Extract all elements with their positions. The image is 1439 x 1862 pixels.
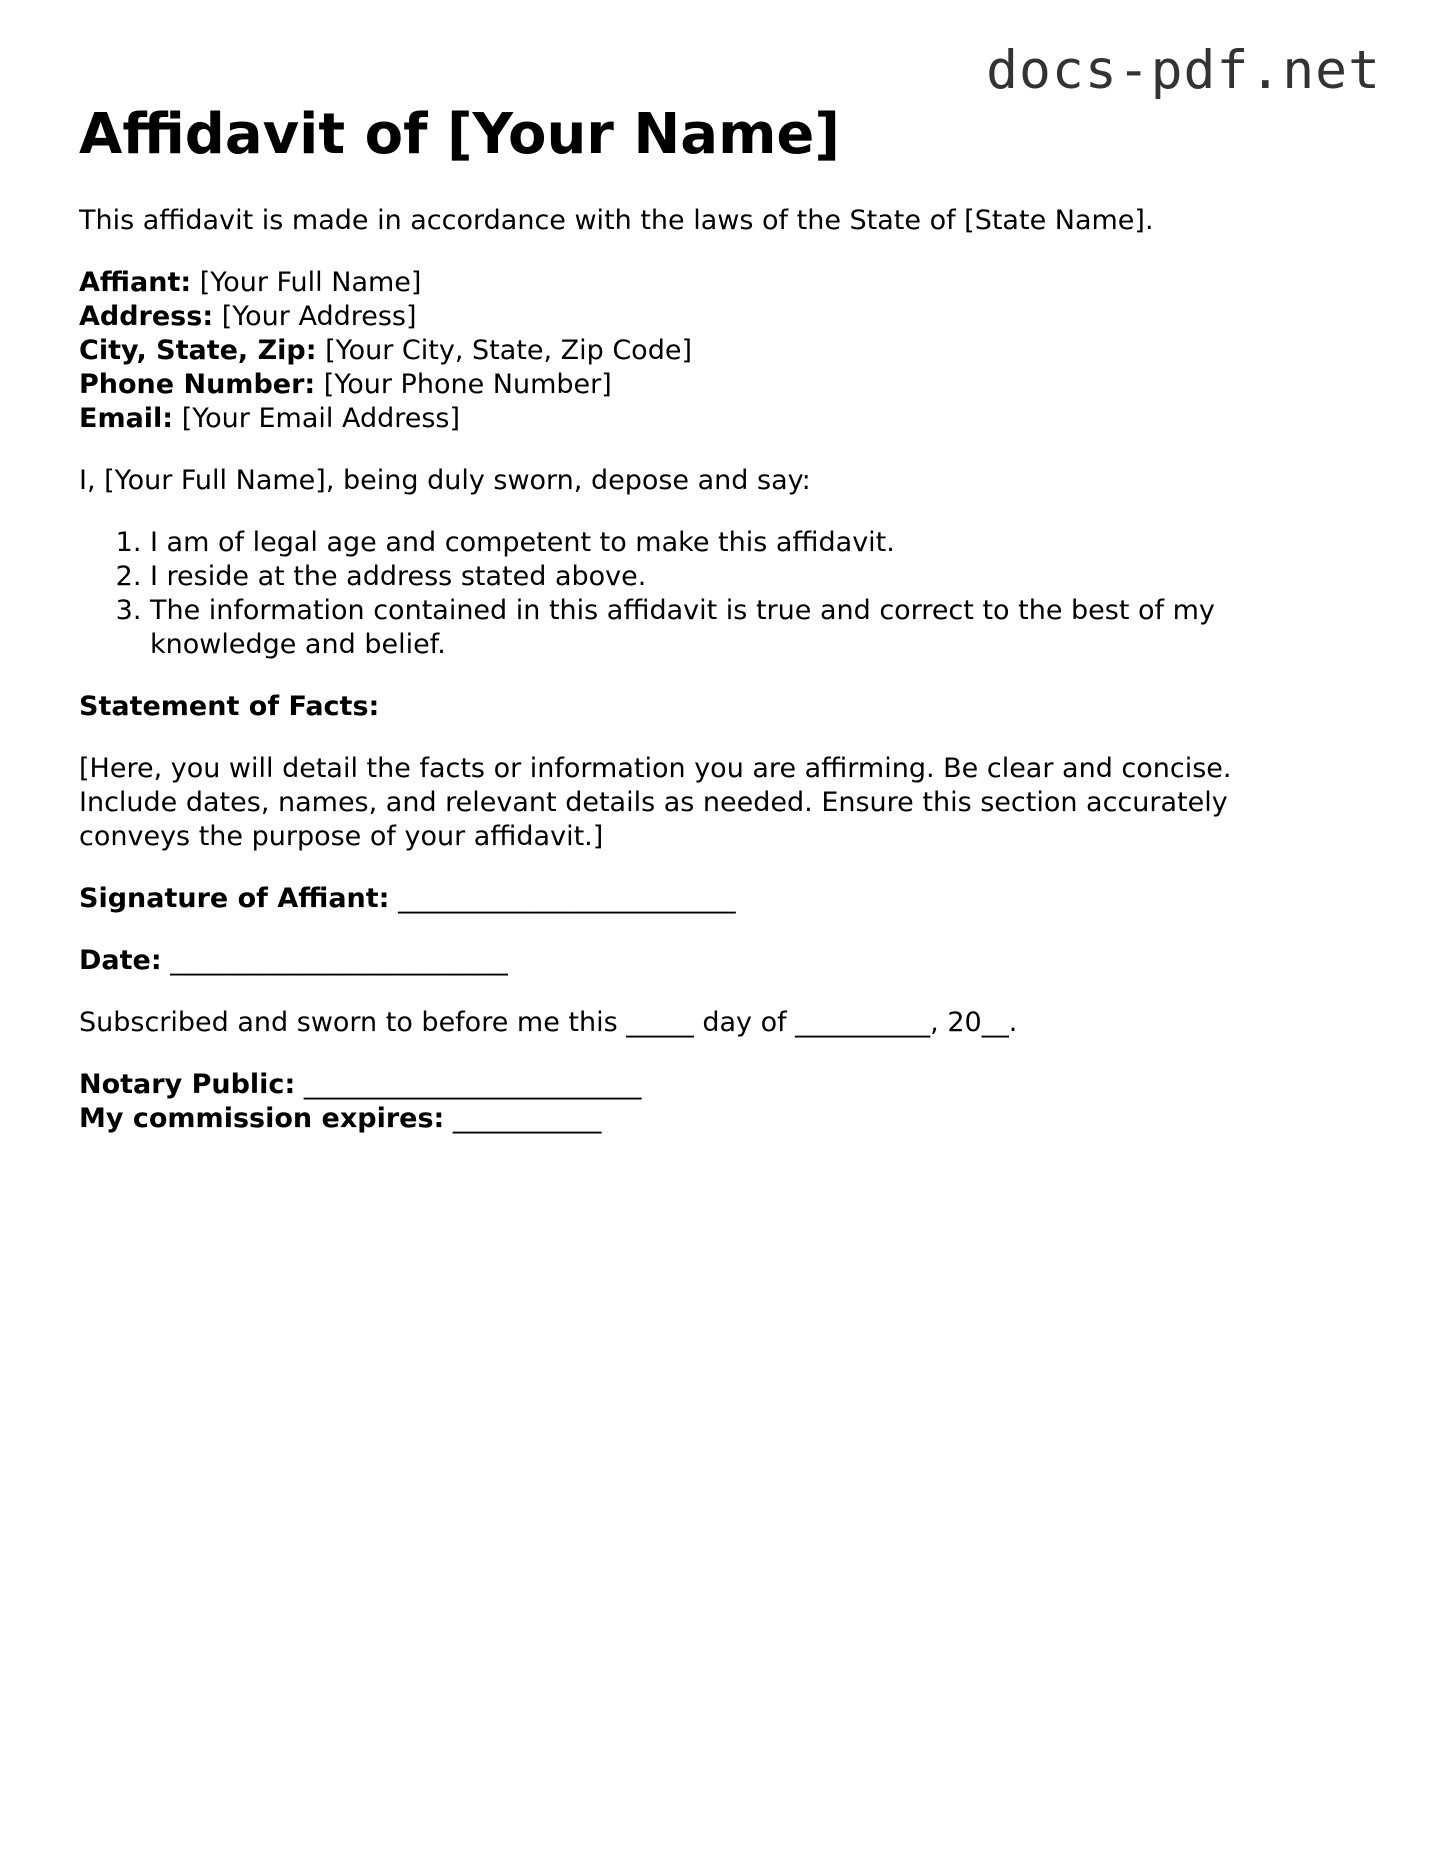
notary-line: [79, 1068, 1319, 1102]
city-state-zip-label: City, State, Zip:: [79, 335, 317, 366]
affiant-info: [79, 266, 1319, 436]
email-label: Email:: [79, 403, 174, 434]
affiant-label: Affiant:: [79, 267, 192, 298]
statements-list: [79, 526, 1319, 662]
address-label: Address:: [79, 301, 214, 332]
date-blank[interactable]: _________________________: [170, 945, 508, 976]
facts-body: [Here, you will detail the facts or information you are affirming. Be clear and concise. Include dates, names, and relevant details as needed. Ensure this section accurately conveys the purpose of your affidavit.]: [79, 753, 1232, 852]
date-label: Date:: [79, 945, 162, 976]
notary-blank[interactable]: _________________________: [303, 1069, 642, 1100]
affiant-value: [Your Full Name]: [199, 267, 422, 298]
intro-paragraph: This affidavit is made in accordance with the laws of the State of [State Name].: [79, 205, 1154, 236]
page-title: Affidavit of [Your Name]: [79, 102, 841, 167]
commission-line: [79, 1102, 1319, 1136]
email-value: [Your Email Address]: [181, 403, 461, 434]
phone-value: [Your Phone Number]: [323, 369, 612, 400]
city-state-zip-value: [Your City, State, Zip Code]: [325, 335, 692, 366]
notary-block: [79, 1068, 1319, 1136]
email-line: [79, 402, 1319, 436]
facts-heading: Statement of Facts:: [79, 691, 380, 722]
oath-paragraph: I, [Your Full Name], being duly sworn, depose and say:: [79, 465, 811, 496]
phone-line: [79, 368, 1319, 402]
city-state-zip-line: [79, 334, 1319, 368]
commission-label: My commission expires:: [79, 1103, 445, 1134]
signature-label: Signature of Affiant:: [79, 883, 390, 914]
affiant-line: [79, 266, 1319, 300]
commission-blank[interactable]: ___________: [452, 1103, 602, 1134]
phone-label: Phone Number:: [79, 369, 316, 400]
signature-line: [79, 882, 1319, 916]
notary-label: Notary Public:: [79, 1069, 296, 1100]
watermark: docs-pdf.net: [986, 40, 1381, 101]
address-value: [Your Address]: [221, 301, 417, 332]
list-item: 2. I reside at the address stated above.: [150, 560, 1319, 594]
list-item: 1. I am of legal age and competent to make this affidavit.: [150, 526, 1319, 560]
document-page: [79, 100, 1319, 1136]
sworn-paragraph: Subscribed and sworn to before me this _____ day of __________, 20__.: [79, 1007, 1018, 1038]
address-line: [79, 300, 1319, 334]
list-item: 3. The information contained in this affidavit is true and correct to the best of my knowledge and belief.: [150, 594, 1319, 662]
date-line: [79, 944, 1319, 978]
signature-blank[interactable]: _________________________: [398, 883, 736, 914]
